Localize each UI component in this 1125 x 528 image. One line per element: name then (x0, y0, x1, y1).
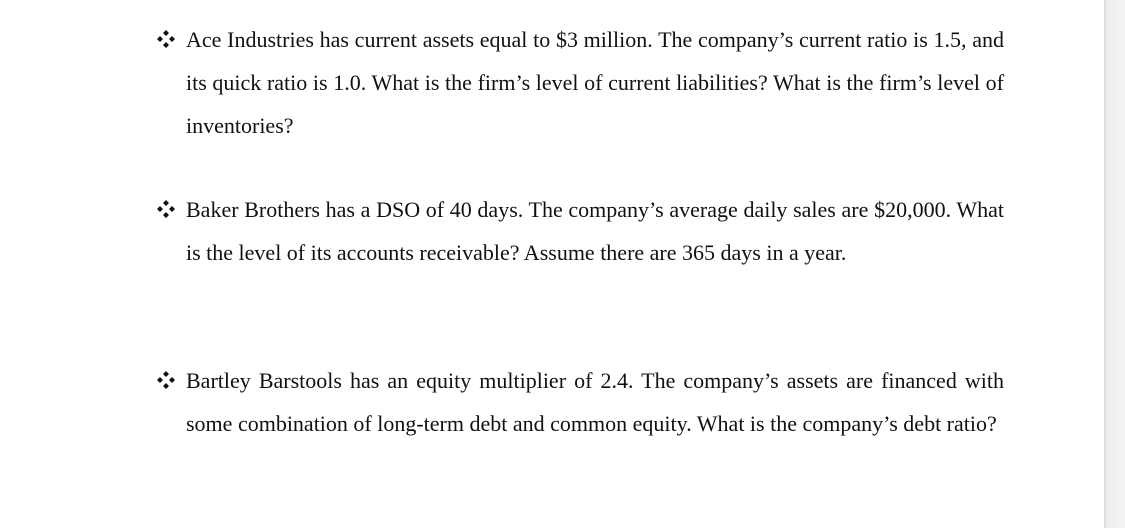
page-edge-shadow (1104, 0, 1125, 528)
four-diamond-bullet-icon (156, 199, 176, 219)
question-3-text: Bartley Barstools has an equity multiplier of 2.4. The company’s assets are financed with some combination of long-term debt and common equity. What is the company’s debt ratio? (186, 368, 1004, 436)
question-2-text: Baker Brothers has a DSO of 40 days. The company’s average daily sales are $20,000. What is the level of its accounts receivable? Assume there are 365 days in a year. (186, 197, 1004, 265)
question-1-text: Ace Industries has current assets equal to $3 million. The company’s current ratio is 1.5, and its quick ratio is 1.0. What is the firm’s level of current liabilities? What is the firm’s level of inventories? (186, 27, 1004, 138)
four-diamond-bullet-icon (156, 29, 176, 49)
four-diamond-bullet-icon (156, 370, 176, 390)
